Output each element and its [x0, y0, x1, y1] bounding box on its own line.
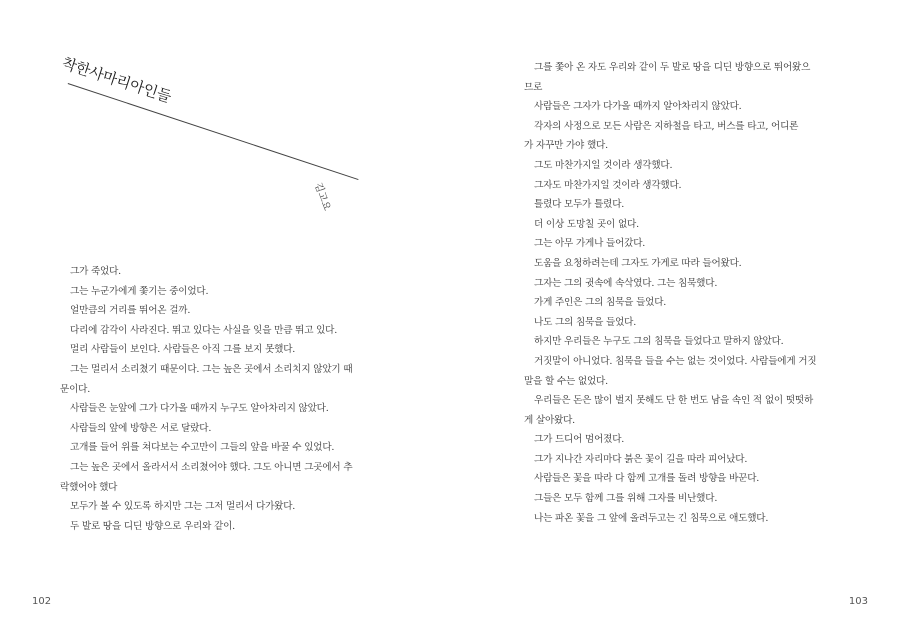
text-line: 가게 주인은 그의 침묵을 들었다. — [534, 297, 667, 309]
text-line: 하지만 우리들은 누구도 그의 침묵을 들었다고 말하지 않았다. — [534, 336, 784, 348]
text-line: 그자는 그의 귓속에 속삭였다. 그는 침묵했다. — [534, 277, 718, 289]
text-line: 그는 아무 가게나 들어갔다. — [534, 238, 646, 250]
right-page-text — [524, 58, 842, 528]
text-line: 나는 파온 꽃을 그 앞에 올려두고는 긴 침묵으로 애도했다. — [534, 512, 769, 524]
author-name: 김고요 — [311, 181, 333, 213]
page-number-right: 103 — [848, 596, 868, 607]
text-line: 얼만큼의 거리를 뛰어온 걸까. — [70, 305, 191, 317]
text-line: 그가 드디어 멈어졌다. — [534, 434, 625, 446]
text-line: 더 이상 도망칠 곳이 없다. — [534, 218, 639, 230]
text-line: 사람들의 앞에 방향은 서로 달랐다. — [70, 422, 212, 434]
text-line: 사람들은 그자가 다가올 때까지 알아차리지 않았다. — [534, 101, 742, 113]
text-line: 다리에 감각이 사라진다. 뛰고 있다는 사실을 잊을 만큼 뛰고 있다. — [70, 324, 338, 336]
text-line: 각자의 사정으로 모든 사람은 지하철을 타고, 버스를 타고, 어디론 — [534, 120, 799, 132]
text-line: 그가 지나간 자리마다 붉은 꽃이 길을 따라 피어났다. — [534, 453, 748, 465]
text-line: 그는 멀리서 소리쳤기 때문이다. 그는 높은 곳에서 소리치지 않았기 때 — [70, 363, 353, 375]
text-line: 그는 높은 곳에서 올라서서 소리쳤어야 했다. 그도 아니면 그곳에서 추 — [70, 461, 353, 473]
text-line: 므로 — [524, 81, 543, 93]
story-title: 착한사마리아인들 — [59, 53, 174, 107]
text-line: 우리들은 돈은 많이 벌지 못해도 단 한 번도 남을 속인 적 없이 떳떳하 — [534, 395, 814, 407]
text-line: 멀리 사람들이 보인다. 사람들은 아직 그를 보지 못했다. — [70, 344, 296, 356]
text-line: 틀렸다 모두가 틀렸다. — [534, 199, 625, 211]
text-line: 나도 그의 침묵을 들었다. — [534, 316, 637, 328]
text-line: 사람들은 꽃을 따라 다 함께 고개를 돌려 방향을 바꾼다. — [534, 473, 760, 485]
text-line: 문이다. — [60, 383, 91, 395]
text-line: 그도 마찬가지일 것이라 생각했다. — [534, 159, 673, 171]
text-line: 그들은 모두 함께 그를 위해 그자를 비난했다. — [534, 493, 718, 505]
text-line: 사람들은 눈앞에 그가 다가올 때까지 누구도 알아차리지 않았다. — [70, 403, 329, 415]
diagonal-rule — [68, 83, 359, 180]
text-line: 그자도 마찬가지일 것이라 생각했다. — [534, 179, 682, 191]
text-line: 그가 죽었다. — [70, 266, 122, 277]
text-line: 그는 누군가에게 쫓기는 중이었다. — [70, 285, 209, 297]
text-line: 도움을 요청하려는데 그자도 가게로 따라 들어왔다. — [534, 257, 742, 269]
text-line: 가 자꾸만 가야 했다. — [524, 140, 608, 152]
text-line: 고개를 들어 위를 쳐다보는 수고만이 그들의 앞을 바꿀 수 있었다. — [70, 442, 335, 454]
left-page-text — [60, 262, 378, 536]
text-line: 거짓말이 아니었다. 침묵을 들을 수는 없는 것이었다. 사람들에게 거짓 — [534, 355, 817, 367]
text-line: 말을 할 수는 없었다. — [524, 375, 608, 387]
text-line: 두 발로 땅을 디딘 방향으로 우리와 같이. — [70, 520, 236, 532]
text-line: 그를 쫓아 온 자도 우리와 같이 두 발로 땅을 디딘 방향으로 뛰어왔으 — [534, 62, 811, 73]
page-number-left: 102 — [32, 596, 52, 607]
text-line: 게 살아왔다. — [524, 414, 576, 426]
text-line: 락했어야 했다 — [60, 481, 118, 493]
text-line: 모두가 볼 수 있도록 하지만 그는 그저 멀리서 다가왔다. — [70, 501, 296, 513]
